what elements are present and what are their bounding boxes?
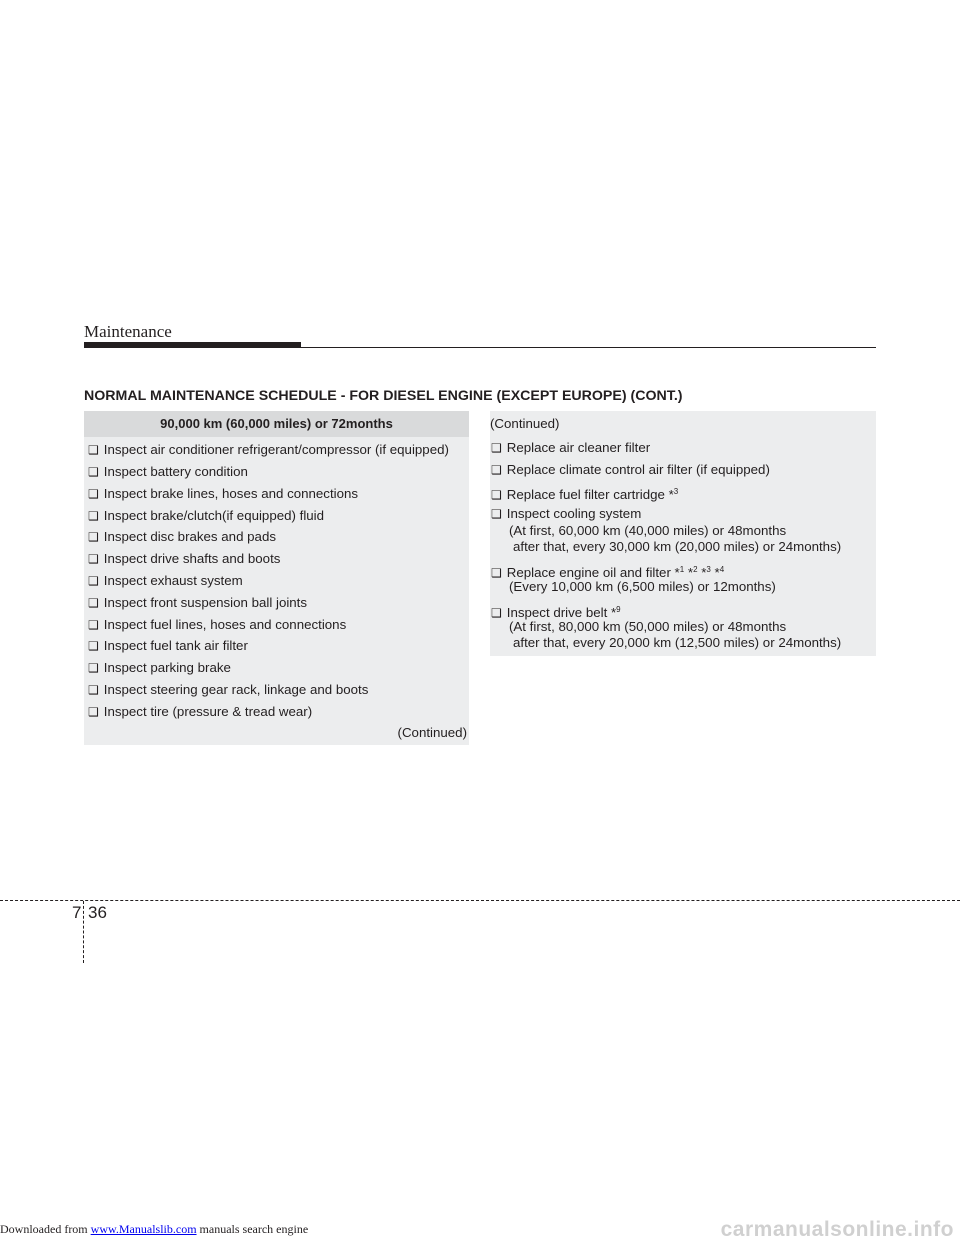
interval-detail: (At first, 80,000 km (50,000 miles) or 48months (509, 619, 787, 634)
checkbox-icon: ❑ (491, 488, 502, 502)
checkbox-icon: ❑ (88, 509, 99, 523)
checkbox-icon: ❑ (88, 530, 99, 544)
manualslib-link[interactable]: www.Manualslib.com (90, 1222, 197, 1236)
page-number: 36 (88, 903, 107, 922)
footer-rule (0, 900, 960, 901)
footnote-marker: 2 (693, 565, 698, 574)
checklist-item: ❑ Inspect brake/clutch(if equipped) fluid (88, 508, 325, 523)
checkbox-icon: ❑ (491, 606, 502, 620)
section-title: NORMAL MAINTENANCE SCHEDULE - FOR DIESEL ENGINE (EXCEPT EUROPE) (CONT.) (84, 388, 683, 404)
continued-note: (Continued) (490, 416, 560, 431)
checklist-item: ❑ Inspect steering gear rack, linkage and boots (88, 682, 369, 697)
checkbox-icon: ❑ (491, 441, 502, 455)
checklist-item: ❑ Inspect drive shafts and boots (88, 551, 281, 566)
schedule-right-panel (490, 411, 876, 656)
checkbox-icon: ❑ (88, 596, 99, 610)
checkbox-icon: ❑ (491, 507, 502, 521)
checklist-item: ❑ Inspect front suspension ball joints (88, 595, 308, 610)
checkbox-icon: ❑ (88, 465, 99, 479)
checklist-item: ❑ Inspect exhaust system (88, 573, 243, 588)
checkbox-icon: ❑ (88, 552, 99, 566)
interval-detail: (Every 10,000 km (6,500 miles) or 12months) (509, 579, 776, 594)
checkbox-icon: ❑ (88, 705, 99, 719)
footnote-marker: 9 (616, 605, 621, 614)
footnote-marker: 3 (706, 565, 711, 574)
interval-detail: after that, every 30,000 km (20,000 miles) or 24months) (513, 539, 842, 554)
checkbox-icon: ❑ (88, 661, 99, 675)
footnote-marker: 3 (673, 487, 679, 496)
interval-detail: after that, every 20,000 km (12,500 miles) or 24months) (513, 635, 842, 650)
checklist-item: ❑ Inspect disc brakes and pads (88, 529, 276, 544)
chapter-number: 7 (72, 903, 82, 922)
checkbox-icon: ❑ (88, 443, 99, 457)
download-note: Downloaded from www.Manualslib.com manuals search engine (0, 1222, 309, 1236)
checkbox-icon: ❑ (491, 463, 502, 477)
footnote-marker: 1 (679, 565, 685, 574)
checkbox-icon: ❑ (88, 487, 99, 501)
checklist-item: ❑ Inspect battery condition (88, 464, 248, 479)
checkbox-icon: ❑ (88, 574, 99, 588)
checkbox-icon: ❑ (88, 683, 99, 697)
footer-divider (83, 901, 84, 963)
checklist-item: ❑ Inspect parking brake (88, 660, 231, 675)
checklist-item: ❑ Inspect drive belt *$^9$ (491, 605, 621, 620)
checklist-item: ❑ Inspect cooling system (491, 506, 642, 521)
checklist-item: ❑ Inspect tire (pressure & tread wear) (88, 704, 313, 719)
checkbox-icon: ❑ (88, 618, 99, 632)
chapter-header-title: Maintenance (84, 322, 172, 341)
checkbox-icon: ❑ (88, 639, 99, 653)
interval-detail: (At first, 60,000 km (40,000 miles) or 48months (509, 523, 787, 538)
interval-heading: 90,000 km (60,000 miles) or 72months (84, 411, 469, 437)
checklist-item: ❑ Inspect brake lines, hoses and connections (88, 486, 359, 501)
checklist-item: ❑ Inspect fuel lines, hoses and connections (88, 617, 347, 632)
checklist-item: ❑ Inspect fuel tank air filter (88, 638, 248, 653)
checkbox-icon: ❑ (491, 566, 502, 580)
checklist-item: ❑ Inspect air conditioner refrigerant/compressor (if equipped) (88, 442, 449, 457)
checklist-item: ❑ Replace fuel filter cartridge *$^3$ (491, 487, 679, 502)
checklist-item: ❑ Replace climate control air filter (if equipped) (491, 462, 770, 477)
header-rule (84, 347, 876, 348)
watermark: carmanualsonline.info (720, 1218, 954, 1241)
continued-note: (Continued) (397, 725, 467, 740)
checklist-item: ❑ Replace engine oil and filter *$^1$ *$^2$ *$^3$ *$^4$ (491, 565, 725, 580)
footnote-marker: 4 (719, 565, 725, 574)
checklist-item: ❑ Replace air cleaner filter (491, 440, 651, 455)
schedule-left-panel (84, 411, 469, 745)
